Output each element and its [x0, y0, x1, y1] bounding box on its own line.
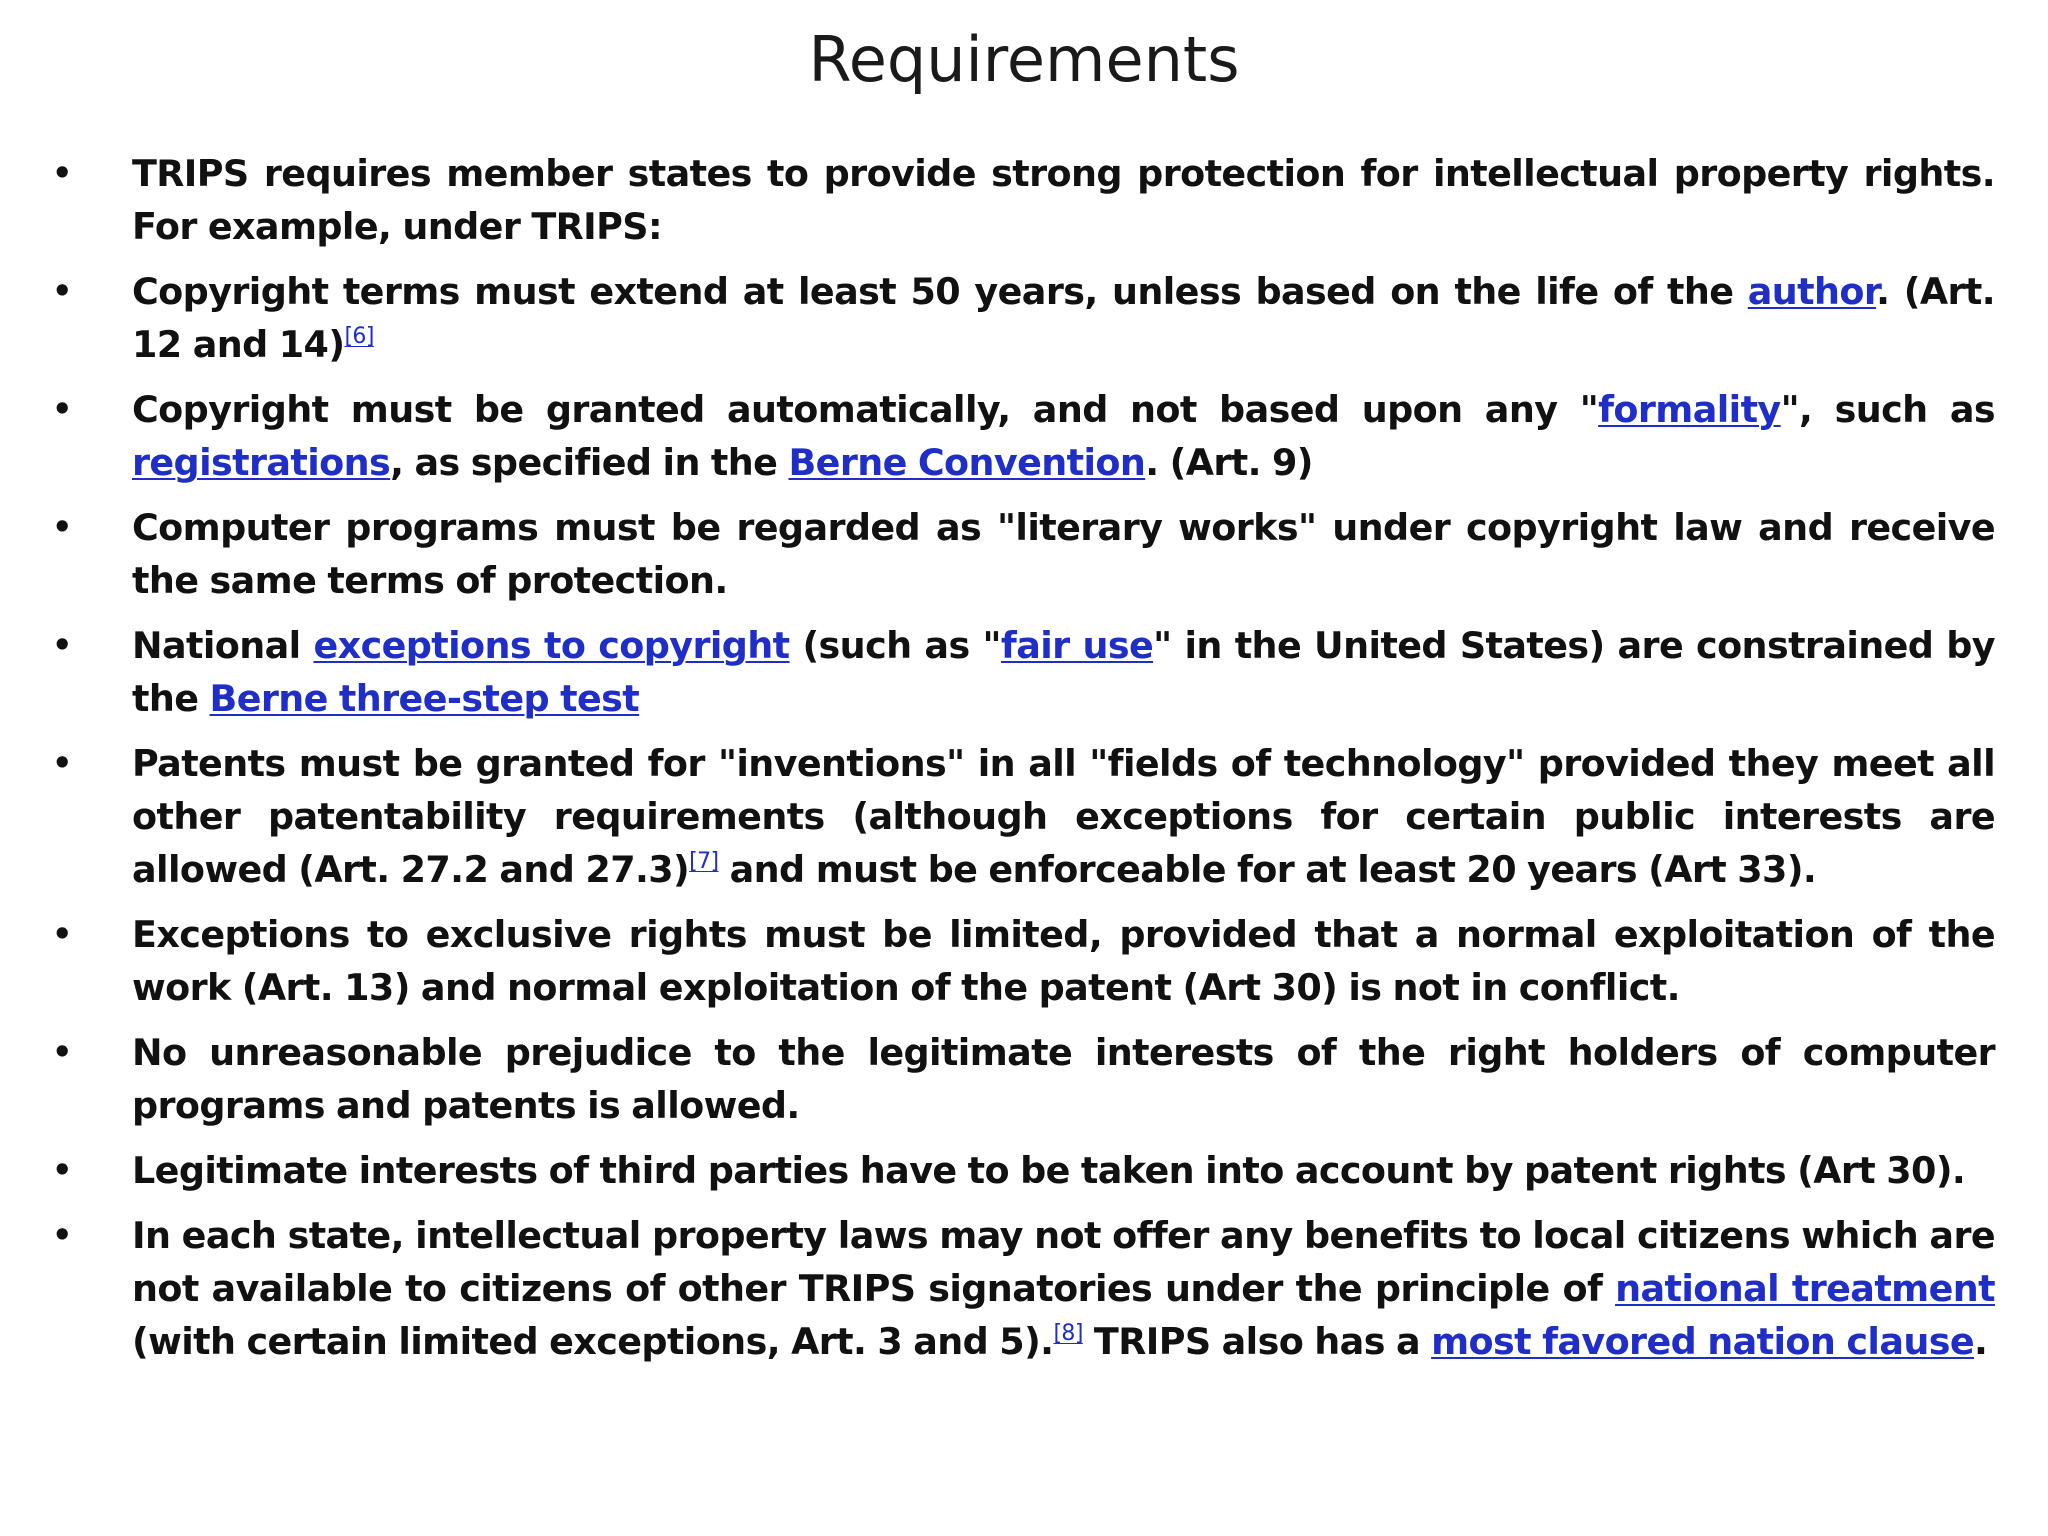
bullet-text: Copyright terms must extend at least 50 years, unless based on the life of the author. (Art. 12 and 14)[6] — [132, 270, 1995, 366]
bullet-item-third-parties — [50, 1144, 1995, 1197]
bullet-text: Exceptions to exclusive rights must be limited, provided that a normal exploitation of the work (Art. 13) and normal exploitation of the patent (Art 30) is not in conflict. — [132, 913, 1995, 1009]
bullet-icon: • — [52, 915, 73, 953]
bullet-list — [50, 147, 1995, 1380]
bullet-icon: • — [52, 1216, 73, 1254]
bullet-item-copyright-terms — [50, 265, 1995, 371]
link-author[interactable]: author — [1747, 270, 1877, 313]
link-exceptions-to-copyright[interactable]: exceptions to copyright — [313, 624, 790, 667]
bullet-item-exceptions-exclusive-rights — [50, 908, 1995, 1014]
link-registrations[interactable]: registrations — [132, 441, 391, 484]
bullet-text: In each state, intellectual property laws may not offer any benefits to local citizens which are not available to citizens of other TRIPS signatories under the principle of national treatment (with certain limited exceptions, Art. 3 and 5).[8] TRIPS also has a most favored nation clause. — [132, 1214, 1995, 1363]
bullet-icon: • — [52, 390, 73, 428]
bullet-text: Patents must be granted for "inventions" in all "fields of technology" provided they meet all other patentability requirements (although exceptions for certain public interests are allowed (Art. 27.2 and 27.3)[7] and must be enforceable for at least 20 years (Art 33). — [132, 742, 1995, 891]
bullet-text: No unreasonable prejudice to the legitimate interests of the right holders of computer programs and patents is allowed. — [132, 1031, 1995, 1127]
footnote-ref-6[interactable]: [6] — [344, 324, 374, 349]
bullet-item-trips-requires — [50, 147, 1995, 253]
link-most-favored-nation-clause[interactable]: most favored nation clause — [1431, 1320, 1975, 1363]
bullet-item-national-treatment — [50, 1209, 1995, 1368]
bullet-text: Computer programs must be regarded as "literary works" under copyright law and receive the same terms of protection. — [132, 506, 1995, 602]
bullet-icon: • — [52, 272, 73, 310]
bullet-icon: • — [52, 1151, 73, 1189]
bullet-item-copyright-automatic — [50, 383, 1995, 489]
bullet-item-computer-programs — [50, 501, 1995, 607]
bullet-item-patents — [50, 737, 1995, 896]
bullet-text: Legitimate interests of third parties have to be taken into account by patent rights (Art 30). — [132, 1149, 1966, 1192]
bullet-item-no-unreasonable-prejudice — [50, 1026, 1995, 1132]
bullet-icon: • — [52, 1033, 73, 1071]
bullet-text: Copyright must be granted automatically, and not based upon any "formality", such as registrations, as specified in the Berne Convention. (Art. 9) — [132, 388, 1996, 484]
link-national-treatment[interactable]: national treatment — [1615, 1267, 1995, 1310]
bullet-icon: • — [52, 508, 73, 546]
bullet-icon: • — [52, 154, 73, 192]
bullet-text: National exceptions to copyright (such as "fair use" in the United States) are constrained by the Berne three-step test — [132, 624, 1995, 720]
bullet-icon: • — [52, 626, 73, 664]
link-fair-use[interactable]: fair use — [1000, 624, 1154, 667]
footnote-ref-8[interactable]: [8] — [1053, 1321, 1083, 1346]
link-berne-three-step-test[interactable]: Berne three-step test — [209, 677, 640, 720]
slide-title: Requirements — [808, 23, 1240, 96]
bullet-text: TRIPS requires member states to provide strong protection for intellectual property rights. For example, under TRIPS: — [132, 152, 1995, 248]
link-formality[interactable]: formality — [1598, 388, 1781, 431]
bullet-icon: • — [52, 744, 73, 782]
link-berne-convention[interactable]: Berne Convention — [788, 441, 1146, 484]
bullet-item-national-exceptions — [50, 619, 1995, 725]
footnote-ref-7[interactable]: [7] — [689, 849, 719, 874]
